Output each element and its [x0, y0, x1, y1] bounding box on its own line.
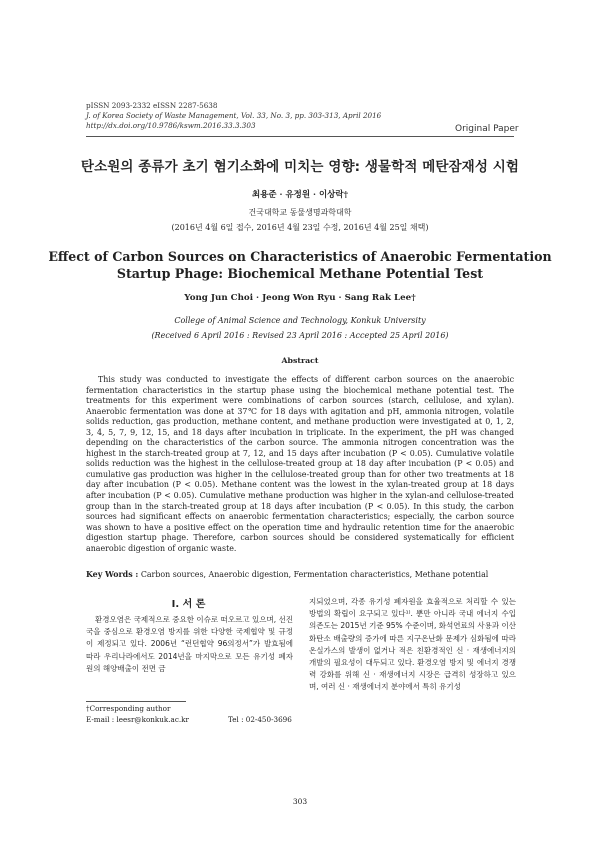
english-authors: Yong Jun Choi · Jeong Won Ryu · Sang Rak Lee† [184, 293, 416, 303]
english-title-line2: Startup Phage: Biochemical Methane Potential Test [116, 266, 484, 281]
footnote-rule [86, 701, 186, 702]
abstract-heading: Abstract [281, 356, 319, 365]
footnote-email: E-mail : leesr@konkuk.ac.kr [86, 715, 189, 724]
keywords-label: Key Words : [86, 570, 139, 579]
english-affiliation: College of Animal Science and Technology, Konkuk University [174, 316, 426, 325]
english-title [0, 248, 600, 282]
korean-authors: 최용준 · 유정원 · 이상락† [251, 190, 349, 200]
issn-line: pISSN 2093-2332 eISSN 2287-5638 [86, 101, 218, 110]
english-dates: (Received 6 April 2016 : Revised 23 April 2016 : Accepted 25 April 2016) [151, 331, 449, 340]
keywords-text: Carbon sources, Anaerobic digestion, Fermentation characteristics, Methane potential [140, 570, 489, 579]
korean-title: 탄소원의 종류가 초기 혐기소화에 미치는 영향: 생물학적 메탄잠재성 시험 [80, 159, 520, 175]
korean-affiliation: 건국대학교 동물생명과학대학 [248, 208, 352, 217]
body-left-column: 환경오염은 국제적으로 중요한 이슈로 떠오르고 있으며, 선진국을 중심으로 환경오염 방지를 위한 다양한 국제협약 및 규정이 제정되고 있다. 2006년 “런던협약 96의정서”가 발효됨에 따라 우리나라에서도 2014년을 마지막으로 모든 유기성 폐자원의 해양배출이 전면 금 [86, 615, 293, 673]
page-number: 303 [292, 797, 308, 806]
footnote-corresponding: †Corresponding author [86, 704, 171, 713]
header-rule [86, 136, 514, 137]
abstract-text: This study was conducted to investigate the effects of different carbon sources on the anaerobic fermentation characteristics in the startup phase using the biochemical methane potential test. The treatments for this experiment were combinations of carbon sources (starch, cellulose, and xylan). Anaerobic fermentation was done at 37℃ for 18 days with agitation and pH, ammonia nitrogen, volatile solids reduction, gas production, methane content, and methane production were investigated at 0, 1, 2, 3, 4, 5, 7, 9, 12, 15, and 18 days after incubation in triplicate. In the experiment, the pH was changed depending on the characteristics of the carbon source. The ammonia nitrogen concentration was the highest in the starch-treated group at 7, 12, and 15 days after incubation (P < 0.05). Cumulative volatile solids reduction was the highest in the cellulose-treated group at 18 day after incubation (P < 0.05) and cumulative gas production was higher in the cellulose-treated group than for other two treatments at 18 day after incubation (P < 0.05). Methane content was the lowest in the xylan-treated group at 18 days after incubation (P < 0.05). Cumulative methane production was higher in the xylan-and cellulose-treated group than in the starch-treated group at 18 days after incubation (P < 0.05). In this study, the carbon sources had significant effects on anaerobic fermentation characteristics; especially, the carbon source was shown to have a positive effect on the operation time and hydraulic retention time for the anaerobic digestion startup phage. Therefore, carbon sources should be considered systematically for efficient anaerobic digestion of organic waste. [86, 375, 514, 553]
journal-citation: J. of Korea Society of Waste Management, Vol. 33, No. 3, pp. 303-313, April 2016 [86, 111, 382, 120]
footnote-tel: Tel : 02-450-3696 [228, 715, 292, 724]
korean-dates: (2016년 4월 6일 접수, 2016년 4월 23일 수정, 2016년 4월 25일 채택) [171, 223, 429, 232]
doi-link[interactable]: http://dx.doi.org/10.9786/kswm.2016.33.3.303 [86, 121, 256, 130]
article-type-badge: Original Paper [455, 124, 519, 134]
section-heading-intro: I. 서 론 [171, 599, 206, 610]
body-right-column: 지되었으며, 각종 유기성 폐자원을 효율적으로 처리할 수 있는 방법의 확립이 요구되고 있다¹⁾. 뿐만 아니라 국내 에너지 수입의존도는 2015년 기준 95% 수준이며, 화석연료의 사용과 이산화탄소 배출량의 증가에 따른 지구온난화 문제가 심화됨에 따라 온실가스의 발생이 없거나 적은 친환경적인 신 · 재생에너지의 개발의 필요성이 대두되고 있다. 환경오염 방지 및 에너지 경쟁력 강화를 위해 신 · 재생에너지 시장은 급격히 성장하고 있으며, 여러 신 · 재생에너지 분야에서 특히 유기성 [309, 597, 516, 692]
english-title-line1: Effect of Carbon Sources on Characteristics of Anaerobic Fermentation [48, 249, 552, 264]
keywords [86, 570, 516, 579]
